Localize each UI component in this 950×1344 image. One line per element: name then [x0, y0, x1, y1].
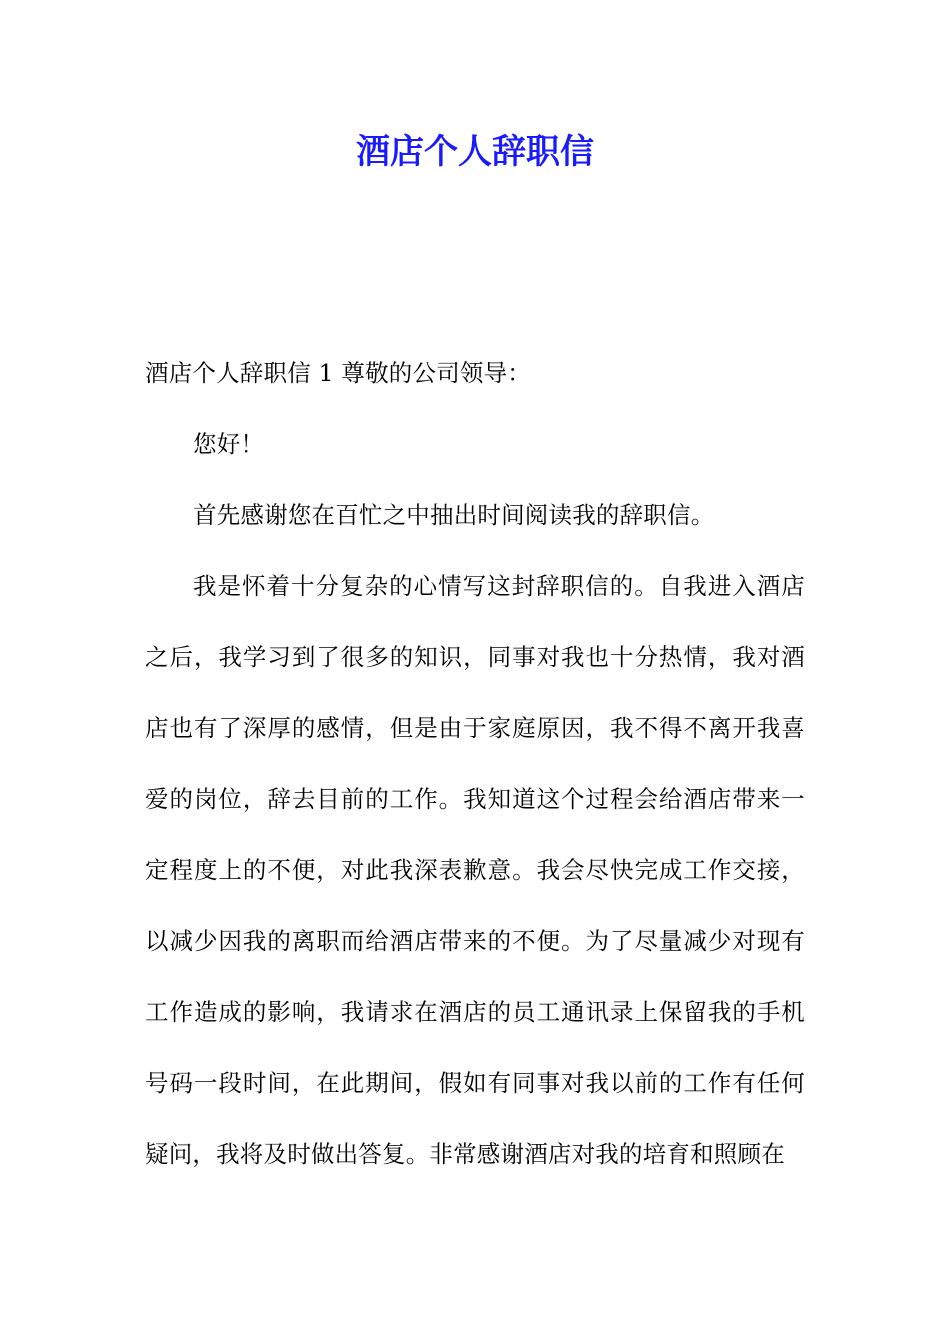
document-body — [145, 338, 805, 1190]
salutation-line: 酒店个人辞职信 1 尊敬的公司领导： — [145, 359, 531, 387]
thanks-paragraph: 首先感谢您在百忙之中抽出时间阅读我的辞职信。 — [193, 501, 715, 529]
document-title: 酒店个人辞职信 — [356, 132, 594, 172]
greeting-paragraph: 您好！ — [193, 430, 265, 458]
main-paragraph: 我是怀着十分复杂的心情写这封辞职信的。自我进入酒店之后，我学习到了很多的知识，同事对我也十分热情，我对酒店也有了深厚的感情，但是由于家庭原因，我不得不离开我喜爱的岗位，辞去目前的工作。我知道这个过程会给酒店带来一定程度上的不便，对此我深表歉意。我会尽快完成工作交接，以减少因我的离职而给酒店带来的不便。为了尽量减少对现有工作造成的影响，我请求在酒店的员工通讯录上保留我的手机号码一段时间，在此期间，假如有同事对我以前的工作有任何疑问，我将及时做出答复。非常感谢酒店对我的培育和照顾在 — [145, 572, 805, 1168]
